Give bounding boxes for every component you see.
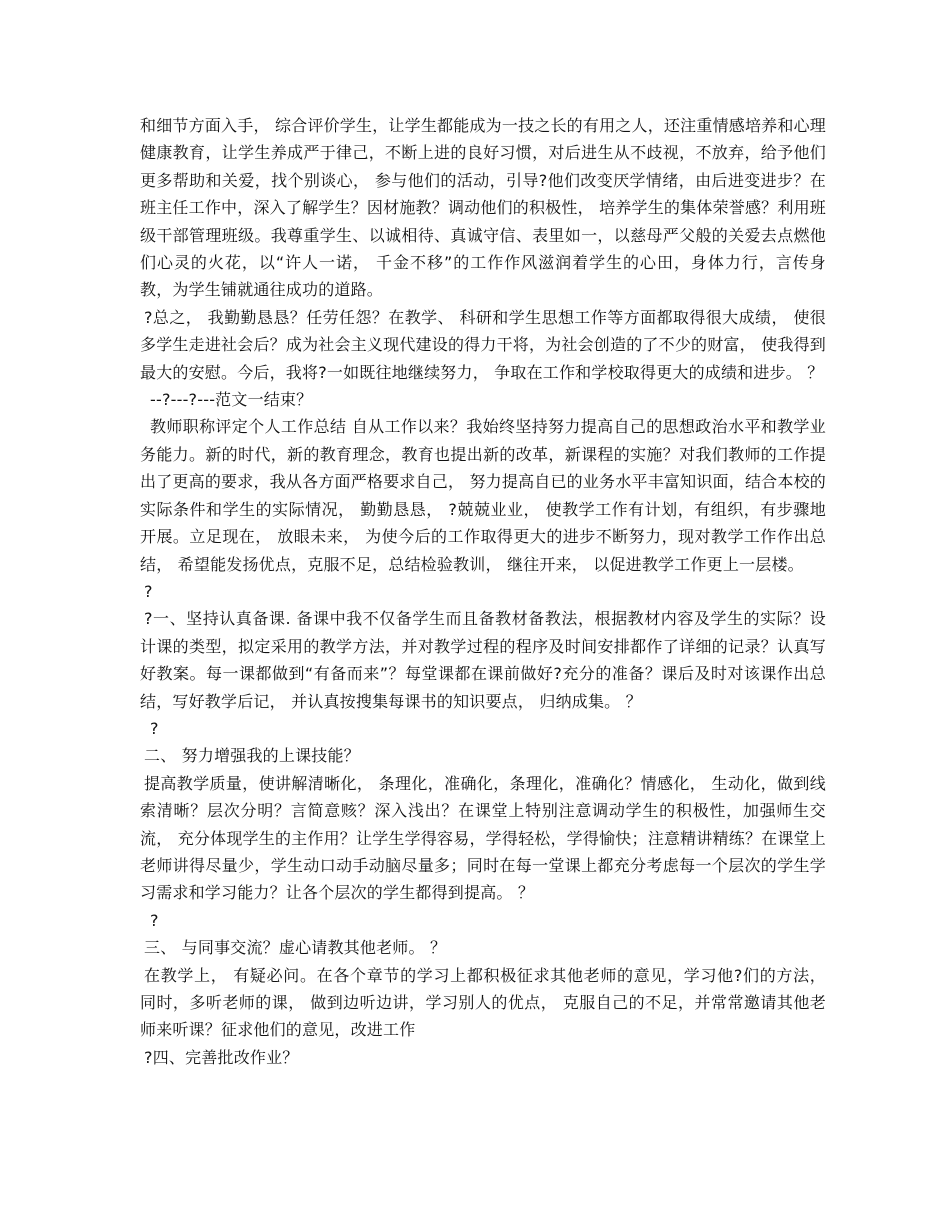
paragraph-class-management: 和细节方面入手， 综合评价学生，让学生都能成为一技之长的有用之人，还注重情感培养和心理健康教育，让学生养成严于律己，不断上进的良好习惯，对后进生从不歧视，不放弃，给予他们更多帮助和关爱，找个别谈心， 参与他们的活动，引导?他们改变厌学情绪，由后进变进步？在班主任工作中，深入了解学生？因材施教？调动他们的积极性， 培养学生的集体荣誉感？利用班级干部管理班级。我尊重学生、以诚相待、真诚守信、表里如一，以慈母严父般的关爱去点燃他们心灵的火花，以“许人一诺， 千金不移”的工作作风滋润着学生的心田，身体力行，言传身教，为学生铺就通往成功的道路。 <box>140 116 826 300</box>
paragraph-teaching-quality: 提高教学质量，使讲解清晰化， 条理化，准确化，条理化，准确化？情感化， 生动化，做到线索清晰？层次分明？言简意赅？深入浅出？在课堂上特别注意调动学生的积极性，加强师生交流， 充分体现学生的主作用？让学生学得容易，学得轻松，学得愉快；注意精讲精练？在课堂上老师讲得尽量少，学生动口动手动脑尽量多；同时在每一堂课上都充分考虑每一个层次的学生学习需求和学习能力？让各个层次的学生都得到提高。 ？ <box>140 773 826 903</box>
blank-marker: ? <box>150 718 159 738</box>
blank-marker: ? <box>150 910 159 930</box>
heading-homework: ?四、完善批改作业？ <box>144 1047 299 1067</box>
paragraph-intro: 教师职称评定个人工作总结 自从工作以来？我始终坚持努力提高自己的思想政治水平和教学业务能力。新的时代，新的教育理念，教育也提出新的改革，新课程的实施？对我们教师的工作提出了更高的要求，我从各方面严格要求自己， 努力提高自已的业务水平丰富知识面，结合本校的实际条件和学生的实际情况， 勤勤恳恳， ?兢兢业业， 使教学工作有计划，有组织，有步骤地开展。立足现在， 放眼未来， 为使今后的工作取得更大的进步不断努力，现对教学工作作出总结， 希望能发扬优点，克服不足，总结检验教训， 继往开来， 以促进教学工作更上一层楼。 <box>140 417 826 574</box>
section-divider: --?---?---范文一结束？ <box>150 390 313 410</box>
blank-marker: ? <box>144 581 153 601</box>
paragraph-lesson-prep: ?一、坚持认真备课. 备课中我不仅备学生而且备教材备教法，根据教材内容及学生的实际？设计课的类型，拟定采用的教学方法，并对教学过程的程序及时间安排都作了详细的记录？认真写好教案。每一课都做到“有备而来”？每堂课都在课前做好?充分的准备？课后及时对该课作出总结，写好教学后记， 并认真按搜集每课书的知识要点， 归纳成集。 ？ <box>140 609 826 711</box>
paragraph-ask-questions: 在教学上， 有疑必问。在各个章节的学习上都积极征求其他老师的意见，学习他?们的方法， 同时，多听老师的课， 做到边听边讲，学习别人的优点， 克服自己的不足，并常常邀请其他老师来听课？征求他们的意见，改进工作 <box>140 965 826 1040</box>
heading-colleague-exchange: 三、 与同事交流？虚心请教其他老师。 ？ <box>144 938 447 958</box>
paragraph-summary: ?总之， 我勤勤恳恳？任劳任怨？在教学、 科研和学生思想工作等方面都取得很大成绩， 使很多学生走进社会后？成为社会主义现代建设的得力干将，为社会创造的了不少的财富， 使我得到最大的安慰。今后，我将?一如既往地继续努力， 争取在工作和学校取得更大的成绩和进步。 ？ <box>140 307 826 382</box>
document-body <box>140 112 826 1071</box>
heading-teaching-skills: 二、 努力增强我的上课技能？ <box>144 746 360 766</box>
